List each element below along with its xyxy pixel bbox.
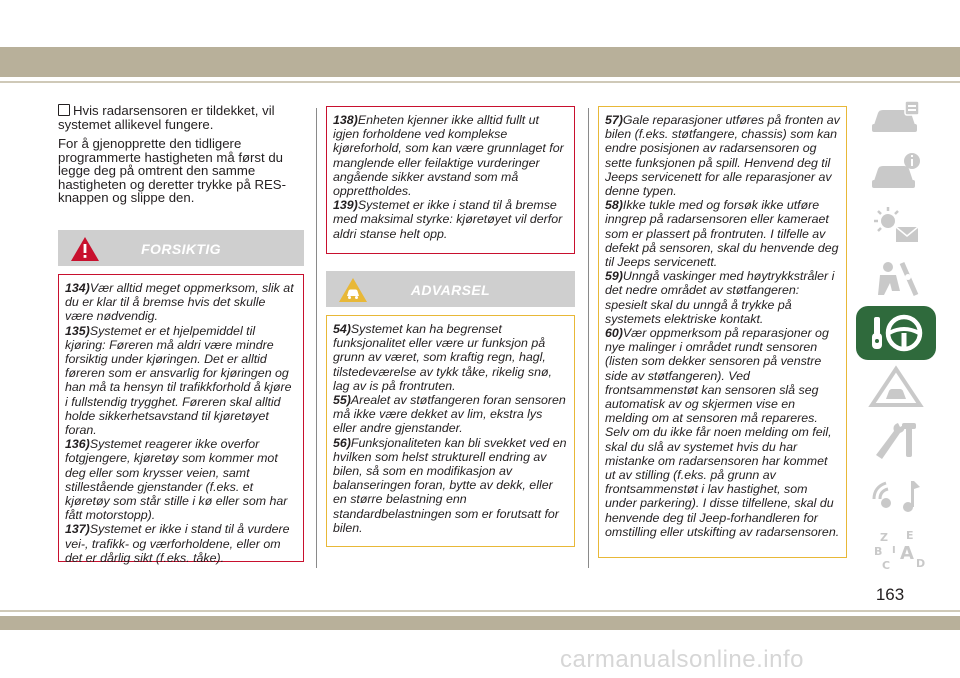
warning-item: 59)Unngå vaskinger med høytrykkstråler i det nedre området av støtfangeren: spesielt skal du unngå å trykke på systemets elektriske kontakt. [605, 269, 835, 326]
warning-header [326, 271, 575, 307]
caution-item: 139)Systemet er ikke i stand til å bremse med maksimal styrke: kjøretøyet vil derfor aldri stanse helt opp. [333, 198, 563, 241]
sidebar-item-starting-driving[interactable] [856, 306, 936, 360]
warning-continued-box [598, 106, 847, 558]
column-divider [316, 108, 317, 568]
sidebar-item-warning-lights[interactable] [856, 198, 936, 252]
warning-item: 57)Gale reparasjoner utføres på fronten av bilen (f.eks. støtfangere, chassis) som kan endre posisjonen av radarsensoren og sette funksjonen på spill. Henvend deg til Jeeps servicenett for alle reparasjoner av denne typen. [605, 113, 840, 199]
caution-title: FORSIKTIG [141, 241, 221, 257]
index-letter: D [916, 557, 926, 570]
index-letter: A [900, 543, 914, 564]
road-hazard-icon [866, 365, 926, 409]
alphabetical-index-icon [866, 527, 926, 571]
sidebar-item-index[interactable] [856, 522, 936, 576]
sidebar-item-multimedia[interactable] [856, 468, 936, 522]
warning-item: 56)Funksjonaliteten kan bli svekket ved en hvilken som helst strukturell endring av bilen, så som en modifikasjon av balanseringen foran, bytte av dekk, eller en større belastning enn standardbelastningen som er forutsatt for bilen. [333, 435, 567, 535]
wrench-service-icon [866, 419, 926, 463]
warning-box [326, 315, 575, 547]
sidebar-item-dashboard[interactable] [856, 90, 936, 144]
warning-title: ADVARSEL [410, 282, 491, 298]
intro-paragraph-1: Hvis radarsensoren er tildekket, vil systemet allikevel fungere. [58, 103, 275, 132]
bottom-rule [0, 610, 960, 612]
page-number: 163 [875, 585, 905, 604]
car-info-icon [866, 149, 926, 193]
bottom-band [0, 616, 960, 630]
checkbox-bullet-icon [58, 104, 70, 116]
intro-paragraph-2: For å gjenopprette den tidligere programmerte hastigheten må først du legge deg på omtrent den samme hastigheten og deretter trykke på RES-knappen og slippe den. [58, 136, 286, 205]
caution-item: 138)Enheten kjenner ikke alltid fullt ut igjen forholdene ved komplekse kjøreforhold, som kan være grunnlaget for manglende eller feilaktige vurderinger angående sikker avstand som må opprettholdes. [333, 113, 564, 199]
index-letter: I [892, 545, 896, 556]
sidebar-item-safety[interactable] [856, 252, 936, 306]
caution-box [58, 274, 304, 565]
caution-item: 137)Systemet er ikke i stand til å vurdere vei-, trafikk- og værforholdene, eller om det er dårlig sikt (f.eks. tåke). [65, 522, 290, 565]
warning-item: 58)Ikke tukle med og forsøk ikke utføre inngrep på radarsensoren eller kameraet som er plassert på frontruten. I tilfelle av defekt på sensoren, skal du henvende deg til Jeeps servicenett. [605, 198, 839, 270]
multimedia-icon [866, 473, 926, 517]
watermark-text: carmanualsonline.info [560, 646, 804, 673]
index-letter: C [882, 559, 891, 571]
chapter-sidebar [856, 90, 936, 576]
warning-light-message-icon [866, 203, 926, 247]
caution-item: 136)Systemet reagerer ikke overfor fotgjengere, kjøretøy som kommer mot deg eller som krysser veien, samt stillestående gjenstander (f.eks. et kjøretøy som står stille i kø eller som har fått motorstopp). [65, 437, 288, 523]
caution-header [58, 230, 304, 266]
top-rule [0, 81, 960, 83]
index-letter: Z [880, 531, 888, 544]
top-band [0, 47, 960, 77]
warning-item: 60)Vær oppmerksom på reparasjoner og nye malinger i området rundt sensoren (listen som dekker sensoren på venstre side av støtfangeren). Ved frontsammenstøt kan sensoren slå seg automatisk av og skjermen vise en melding om at sensoren må repareres. Selv om du ikke får noen melding om feil, skal du slå av systemet hvis du har mistanke om radarsensoren har kommet ut av stilling (f.eks. på grunn av frontsammenstøt i lav hastighet, som under parkering). I disse tilfellene, skal du henvende deg til Jeep-forhandleren for omstilling eller utskifting av radarsensoren. [605, 326, 840, 539]
sidebar-item-service[interactable] [856, 414, 936, 468]
warning-item: 54)Systemet kan ha begrenset funksjonalitet eller være ur funksjon på grunn av været, som kraftig regn, hagl, tilstedeværelse av tykk tåke, rikelig snø, lag av is på frontruten. [333, 322, 552, 393]
caution-item: 135)Systemet er et hjelpemiddel til kjøring: Føreren må aldri være mindre forsiktig under kjøringen. Det er alltid føreren som er ansvarlig for kjøringen og han må ta hensyn til trafikkforhold å kjøre i fullstendig trygghet. Føreren skal alltid holde sikkerhetsavstand til kjøretøyet foran. [65, 323, 292, 438]
index-letter: B [874, 545, 883, 558]
index-letter: E [906, 529, 914, 542]
warning-item: 55)Arealet av støtfangeren foran sensoren må ikke være dekket av lim, ekstra lys eller andre gjenstander. [333, 393, 566, 436]
caution-continued-box [326, 106, 575, 254]
column-1 [58, 104, 306, 211]
key-steering-wheel-icon [866, 311, 926, 355]
caution-item: 134)Vær alltid meget oppmerksom, slik at du er klar til å bremse hvis det skulle være nødvendig. [65, 281, 294, 324]
car-dashboard-icon [866, 95, 926, 139]
sidebar-item-car-info[interactable] [856, 144, 936, 198]
sidebar-item-emergency[interactable] [856, 360, 936, 414]
column-divider [588, 108, 589, 568]
airbag-safety-icon [866, 257, 926, 301]
